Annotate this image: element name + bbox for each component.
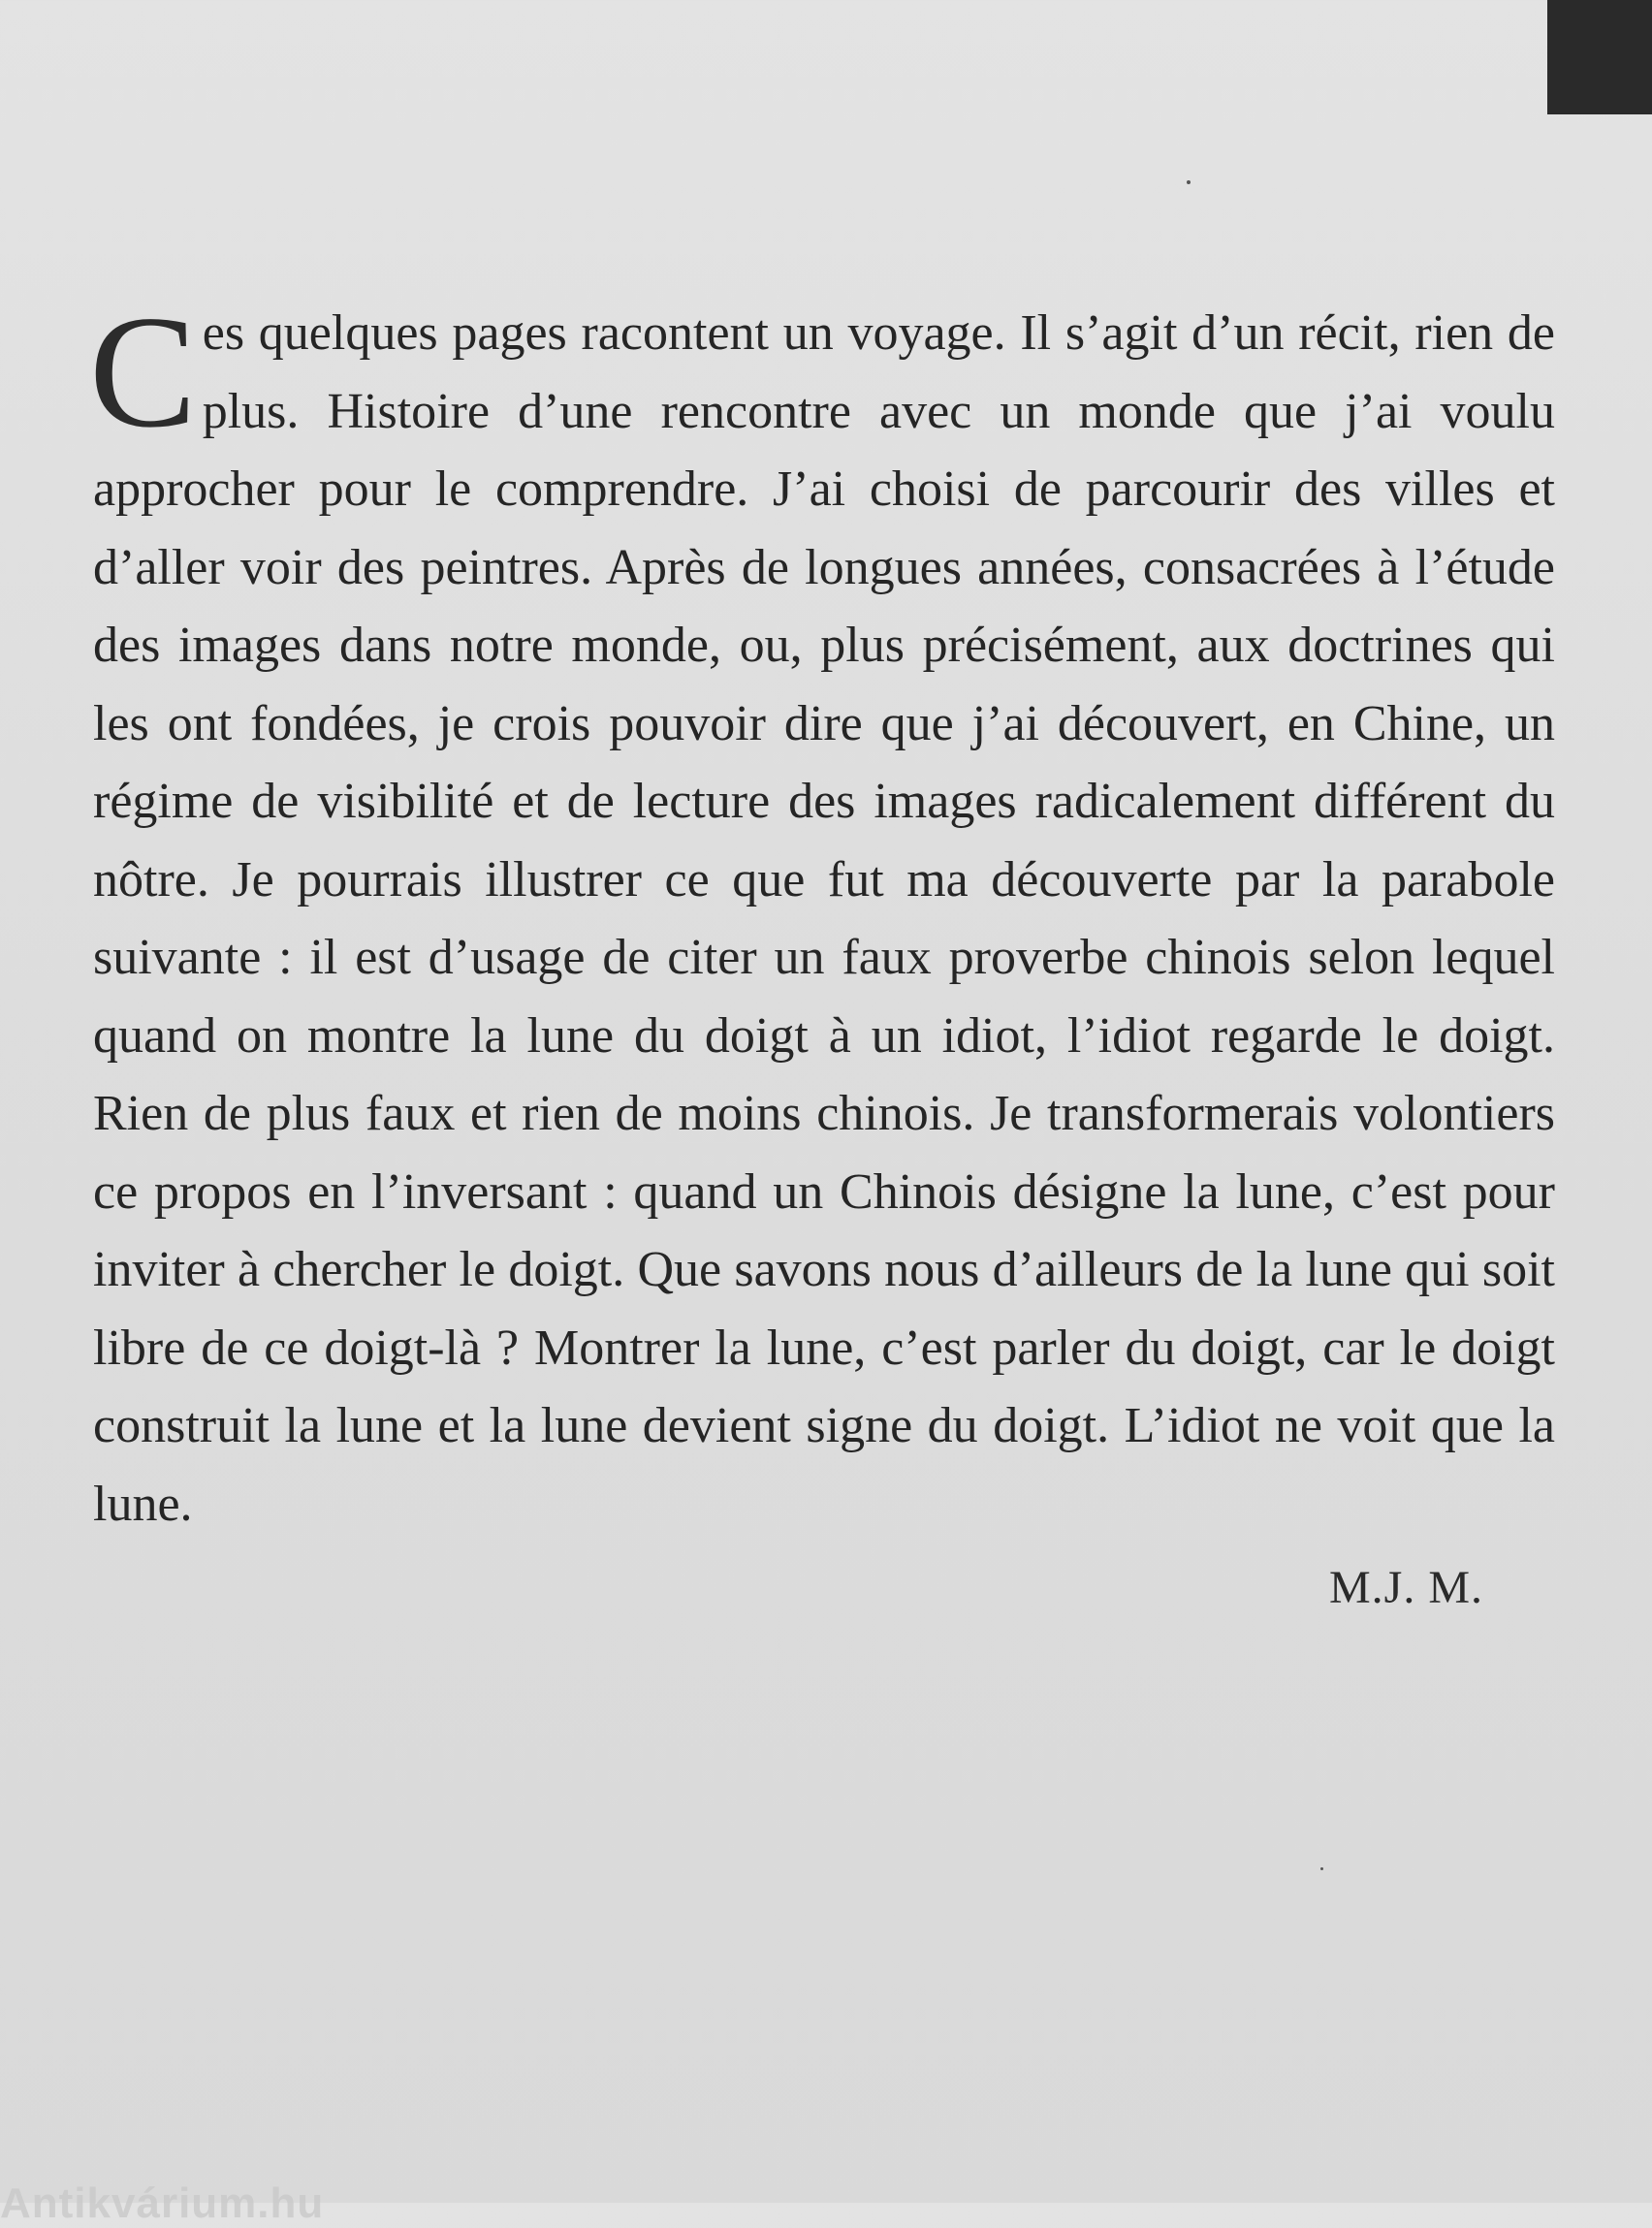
dust-speck <box>1187 180 1191 184</box>
drop-cap: C <box>89 282 197 461</box>
preface-text <box>89 282 1555 1544</box>
preface-paragraph <box>89 282 1555 1544</box>
watermark: Antikvárium.hu <box>0 2180 325 2227</box>
corner-tab <box>1547 0 1652 114</box>
paragraph-body: es quelques pages racontent un voyage. Il s’agit d’un récit, rien de plus. Histoire d’une rencontre avec un monde que j’ai voulu approcher pour le comprendre. J’ai choisi de parcourir des villes et d’aller voir des peintres. Après de longues années, consacrées à l’étude des images dans notre monde, ou, plus précisément, aux doctrines qui les ont fondées, je crois pouvoir dire que j’ai découvert, en Chine, un régime de visibilité et de lecture des images radicalement différent du nôtre. Je pourrais illustrer ce que fut ma découverte par la parabole suivante : il est d’usage de citer un faux proverbe chinois selon lequel quand on montre la lune du doigt à un idiot, l’idiot regarde le doigt. Rien de plus faux et rien de moins chinois. Je transformerais volontiers ce propos en l’inversant : quand un Chinois désigne la lune, c’est pour inviter à chercher le doigt. Que savons nous d’ailleurs de la lune qui soit libre de ce doigt-là ? Montrer la lune, c’est parler du doigt, car le doigt construit la lune et la lune devient signe du doigt. L’idiot ne voit que la lune. <box>93 305 1555 1532</box>
dust-speck <box>1320 1867 1323 1870</box>
author-signature: M.J. M. <box>1328 1562 1483 1613</box>
